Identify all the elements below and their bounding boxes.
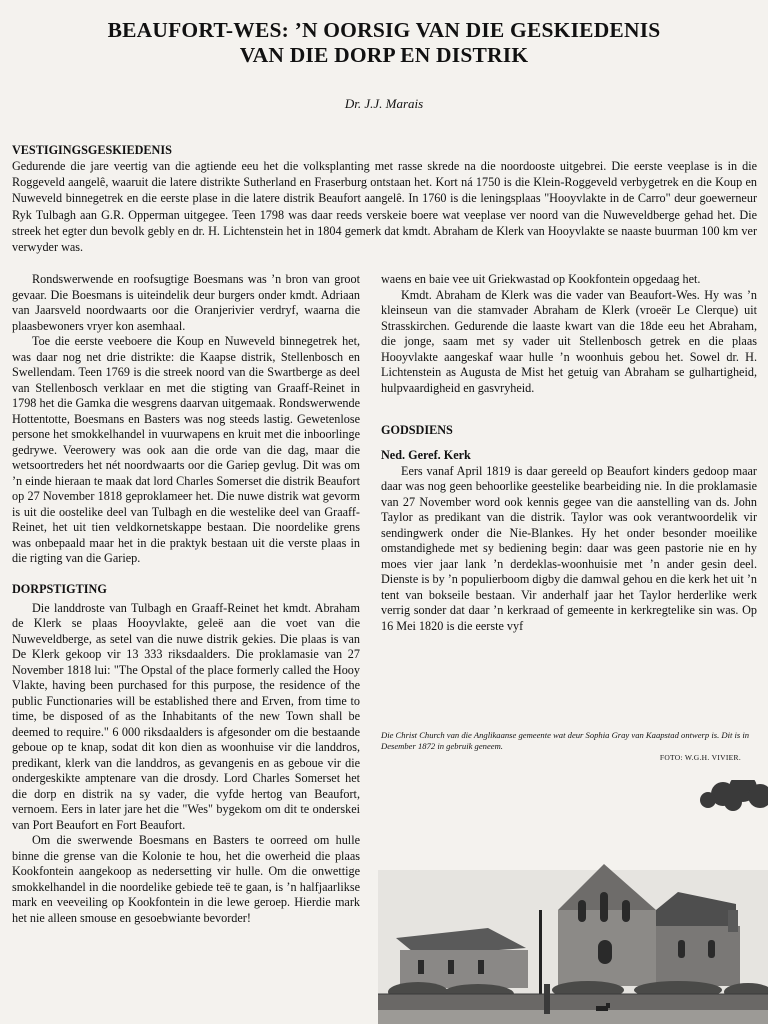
intro-paragraph: Gedurende die jare veertig van die agtiende eeu het die volksplanting met rasse skrede na die noordooste uitgebrei. Die eerste veeplase is in die Roggeveld aangelê, waaruit die latere distrikte Sutherland en Fraserburg ontstaan het. Kort ná 1750 is die Klein-Roggeveld verbygetrek en die Koup en Nuweveld binnegetrek en die eerste plase in die latere distrik Beaufort aangelê. In 1760 is die leningsplaas "Hooyvlakte in de Carro" deur goewerneur Ryk Tulbagh aan G.R. Opperman uitgegee. Teen 1798 was daar reeds verskeie boere wat veeplase ver noord van die Nuweveldberge gehad het. Die streek het egter dun bevolk gebly en dr. H. Lichtenstein het in 1804 gemerk dat kmdt. Abraham de Klerk van Hooyvlakte se naaste buurman 100 km ver verwyder was.: [12, 159, 757, 255]
title-line-1: BEAUFORT-WES: ’N OORSIG VAN DIE GESKIEDENIS: [107, 18, 661, 42]
title-line-2: VAN DIE DORP EN DISTRIK: [239, 43, 529, 67]
author-byline: Dr. J.J. Marais: [344, 96, 424, 111]
church-photo: [378, 780, 768, 1024]
right-paragraph-3: Eers vanaf April 1819 is daar gereeld op Beaufort kinders gedoop maar daar was nog geen behoorlike geestelike bearbeiding nie. In die proklamasie van 27 November word ook kennis gegee van die aanstelling van ds. John Taylor as predikant van die distrik. Taylor was ook verantwoordelik vir sendingwerk onder die Nie-Blankes. Hy het onder besonder moeilike omstandighede met sy bediening begin: daar was geen pastorie nie en hy moes vier jaar lank ’n derdeklas-woonhuisie met ’n ander gesin deel. Dienste is by ’n populierboom digby die damwal gehou en die kerk het uit ’n tent van bokseile bestaan. Vir anderhalf jaar het Taylor herderlike werk verrig sonder dat daar ’n kerkraad of gemeente in kerkregtelike sin was. Op 16 Mei 1820 is die eerste vyf: [381, 463, 757, 633]
right-paragraph-2: Kmdt. Abraham de Klerk was die vader van Beaufort-Wes. Hy was ’n kleinseun van die stamvader Abraham de Klerk (vroeër Le Clerque) uit Strasskirchen. Gedurende die laaste kwart van die 18de eeu het Abraham, die jonge, saam met sy vader uit Stellenbosch getrek en die plaas Hooyvlakte aangeskaf waar hulle ’n woonhuis gebou het. Sowel dr. H. Lichtenstein as Augusta de Mist het getuig van Abraham se gulhartigheid, hulpvaardigheid en gasvryheid.: [381, 287, 757, 395]
photo-caption: Die Christ Church van die Anglikaanse gemeente wat deur Sophia Gray van Kaapstad ontwerp is. Dit is in Desember 1872 in gebruik geneem.: [381, 730, 750, 751]
section-heading-godsdiens: GODSDIENS: [381, 423, 453, 437]
right-paragraph-1: waens en baie vee uit Griekwastad op Kookfontein opgedaag het.: [381, 272, 701, 286]
section-heading-dorpstigting: DORPSTIGTING: [12, 581, 107, 596]
intro-section: [12, 142, 757, 255]
right-column: [381, 272, 757, 634]
intro-heading: VESTIGINGSGESKIEDENIS: [12, 143, 172, 157]
left-paragraph-1: Rondswerwende en roofsugtige Boesmans was ’n bron van groot gevaar. Die Boesmans is uiteindelik deur burgers onder kmdt. Adriaan van Jaarsveld noordwaarts oor die Oranjerivier verdryf, waarna die plaasbewoners vryer kon asemhaal.: [12, 272, 360, 333]
left-paragraph-4: Om die swerwende Boesmans en Basters te oorreed om hulle binne die grense van die Kolonie te hou, het die owerheid die plaas Kookfontein aangekoop as nedersetting vir hulle. Om die onwettige smokkelhandel in die noordelike gebiede teë te gaan, is ’n halfjaarlikse mark en veeveiling op Kookfontein in die lewe geroep. Hierdie mark het nie alleen smouse en gesoebwiante bevorder!: [12, 833, 360, 925]
left-paragraph-2: Toe die eerste veeboere die Koup en Nuweveld binnegetrek het, was daar nog net drie distrikte: die Kaapse distrik, Stellenbosch en Swellendam. Teen 1769 is die streek noord van die Swartberge as deel van Stellenbosch verklaar en met die stigting van Graaff-Reinet in 1798 het die Gamka die wesgrens daarvan uitgemaak. Rondswerwende Hottentotte, Boesmans en Basters was nog steeds lastig. Gewetenlose persone het smokkelhandel in vuurwapens en kruit met die inboorlinge gedrywe. Veerowery was ook aan die orde van die dag, maar die wetsoortreders het nét noordwaarts oor die Gariep gevlug. Dit was om ’n einde hieraan te maak dat lord Charles Somerset die distrik Beaufort op 27 November 1818 geproklameer het. Die nuwe distrik wat gevorm is uit die oostelike deel van Tulbagh en die westelike deel van Graaff-Reinet, het uit tien veldkornetskappe bestaan. Die noordelike grens was onbepaald maar het in die praktyk bestaan uit die verste plaas in die rigting van die Gariep.: [12, 334, 360, 565]
left-column: [12, 272, 360, 1024]
photo-credit: FOTO: W.G.H. VIVIER.: [659, 753, 741, 762]
subheading-ned-geref-kerk: Ned. Geref. Kerk: [381, 448, 471, 462]
article-title: [0, 18, 768, 68]
left-paragraph-3: Die landdroste van Tulbagh en Graaff-Reinet het kmdt. Abraham de Klerk se plaas Hooyvlakte, geleë aan die voet van die Nuweveldberge, as setel van die nuwe distrik gekies. Die plaas is van De Klerk gekoop vir 13 333 riksdaalders. Die proklamasie van 27 November 1818 lui: "The Opstal of the place formerly called the Hooy Vlakte, having been purchased for this purpose, the residence of the public Functionaries will be established there and Erven, from time to time, be disposed of as the Inhabitants of the new Town shall be deemed to require." 6 000 riksdaalders is afgesonder om die bestaande geboue op te knap, sodat dit kon dien as woonhuise vir die landdros, predikant, klerk van die landdros, as gevangenis en as geboue vir die ondergeskikte amptenare van die drosdy. Lord Charles Somerset het die dorp en distrik na sy vader, die vyfde hertog van Beaufort, vernoem. Eers in later jare het die "Wes" bygekom om dit te onderskei van Port Beaufort en Fort Beaufort.: [12, 600, 360, 832]
